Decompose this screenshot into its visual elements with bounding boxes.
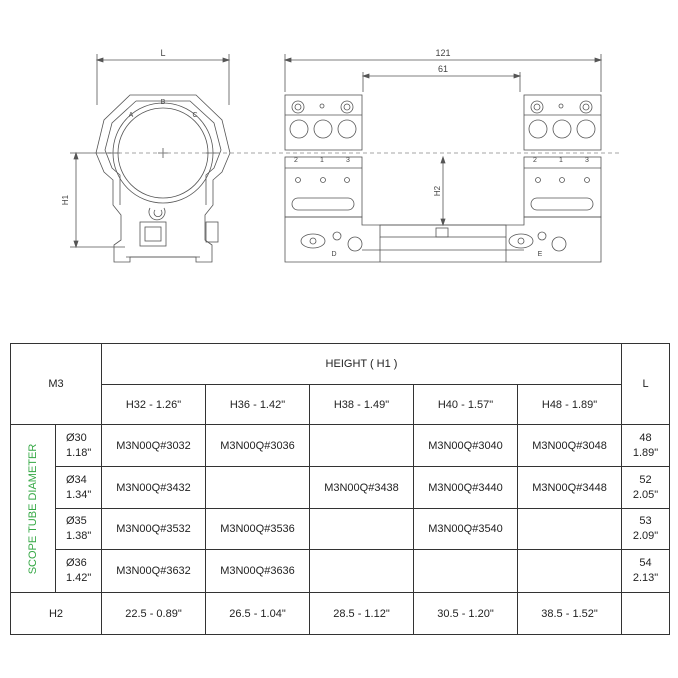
screw-number-left-1: 2 [294,157,298,164]
height-col-h40: H40 - 1.57" [414,385,518,425]
table-row [11,550,670,593]
diameter-mm: Ø30 [66,431,87,444]
label-d: D [331,251,337,258]
part-number [310,425,414,467]
height-col-h48: H48 - 1.89" [518,385,622,425]
screw-number-right-1: 2 [533,157,537,164]
part-number: M3N00Q#3032 [102,425,206,467]
h2-empty [622,593,670,635]
part-number: M3N00Q#3632 [102,550,206,593]
length-mm: 52 [639,473,652,486]
h2-value: 30.5 - 1.20" [414,593,518,635]
length-cell [622,467,670,509]
part-number: M3N00Q#3432 [102,467,206,509]
diameter-cell [56,467,102,509]
length-cell [622,509,670,550]
technical-drawing [0,0,678,300]
spec-table [10,343,670,635]
scope-tube-diameter-label: SCOPE TUBE DIAMETER [27,443,39,574]
length-mm: 54 [639,557,652,569]
side-view [285,54,601,262]
front-view [70,54,230,262]
height-header: HEIGHT ( H1 ) [102,344,622,385]
h2-value: 38.5 - 1.52" [518,593,622,635]
part-number: M3N00Q#3540 [414,509,518,550]
diameter-cell [56,425,102,467]
dim-h2-label: H2 [433,185,442,197]
diameter-cell [56,509,102,550]
length-cell [622,425,670,467]
scope-tube-diameter-cell [11,425,56,593]
length-mm: 48 [639,431,652,444]
table-row [11,509,670,550]
diameter-inch: 1.42" [66,572,92,584]
label-b: B [160,99,166,106]
part-number [310,550,414,593]
height-col-h36: H36 - 1.42" [206,385,310,425]
h2-value: 26.5 - 1.04" [206,593,310,635]
part-number [414,550,518,593]
part-number: M3N00Q#3440 [414,467,518,509]
l-header: L [622,344,670,425]
diameter-mm: Ø35 [66,515,87,527]
diameter-cell [56,550,102,593]
length-mm: 53 [639,515,652,527]
part-number: M3N00Q#3536 [206,509,310,550]
diameter-mm: Ø34 [66,473,87,486]
diameter-inch: 1.38" [66,530,92,542]
dim-h1-label: H1 [61,194,70,206]
table-row [11,467,670,509]
part-number [518,509,622,550]
part-number: M3N00Q#3532 [102,509,206,550]
h2-label: H2 [11,593,102,635]
h2-row [11,593,670,635]
length-inch: 2.09" [632,530,659,542]
length-inch: 1.89" [632,446,659,459]
length-cell [622,550,670,593]
label-e: E [537,251,543,258]
part-number: M3N00Q#3448 [518,467,622,509]
dim-121-label: 121 [435,48,451,58]
dim-61-label: 61 [437,64,449,74]
height-col-h38: H38 - 1.49" [310,385,414,425]
part-number [310,509,414,550]
height-col-h32: H32 - 1.26" [102,385,206,425]
length-inch: 2.13" [632,572,659,584]
diameter-inch: 1.18" [66,446,92,459]
part-number: M3N00Q#3048 [518,425,622,467]
screw-number-right-3: 3 [585,157,589,164]
label-a: A [128,112,134,119]
table-row [11,425,670,467]
model-title: M3 [11,344,102,425]
h2-value: 28.5 - 1.12" [310,593,414,635]
screw-number-right-2: 1 [559,157,563,164]
diameter-inch: 1.34" [66,488,92,501]
part-number: M3N00Q#3636 [206,550,310,593]
part-number: M3N00Q#3036 [206,425,310,467]
part-number: M3N00Q#3438 [310,467,414,509]
screw-number-left-2: 1 [320,157,324,164]
h2-value: 22.5 - 0.89" [102,593,206,635]
part-number [518,550,622,593]
screw-number-left-3: 3 [346,157,350,164]
label-c: C [192,112,198,119]
diameter-mm: Ø36 [66,557,87,569]
length-inch: 2.05" [632,488,659,501]
part-number [206,467,310,509]
dim-l-label: L [160,48,166,58]
part-number: M3N00Q#3040 [414,425,518,467]
